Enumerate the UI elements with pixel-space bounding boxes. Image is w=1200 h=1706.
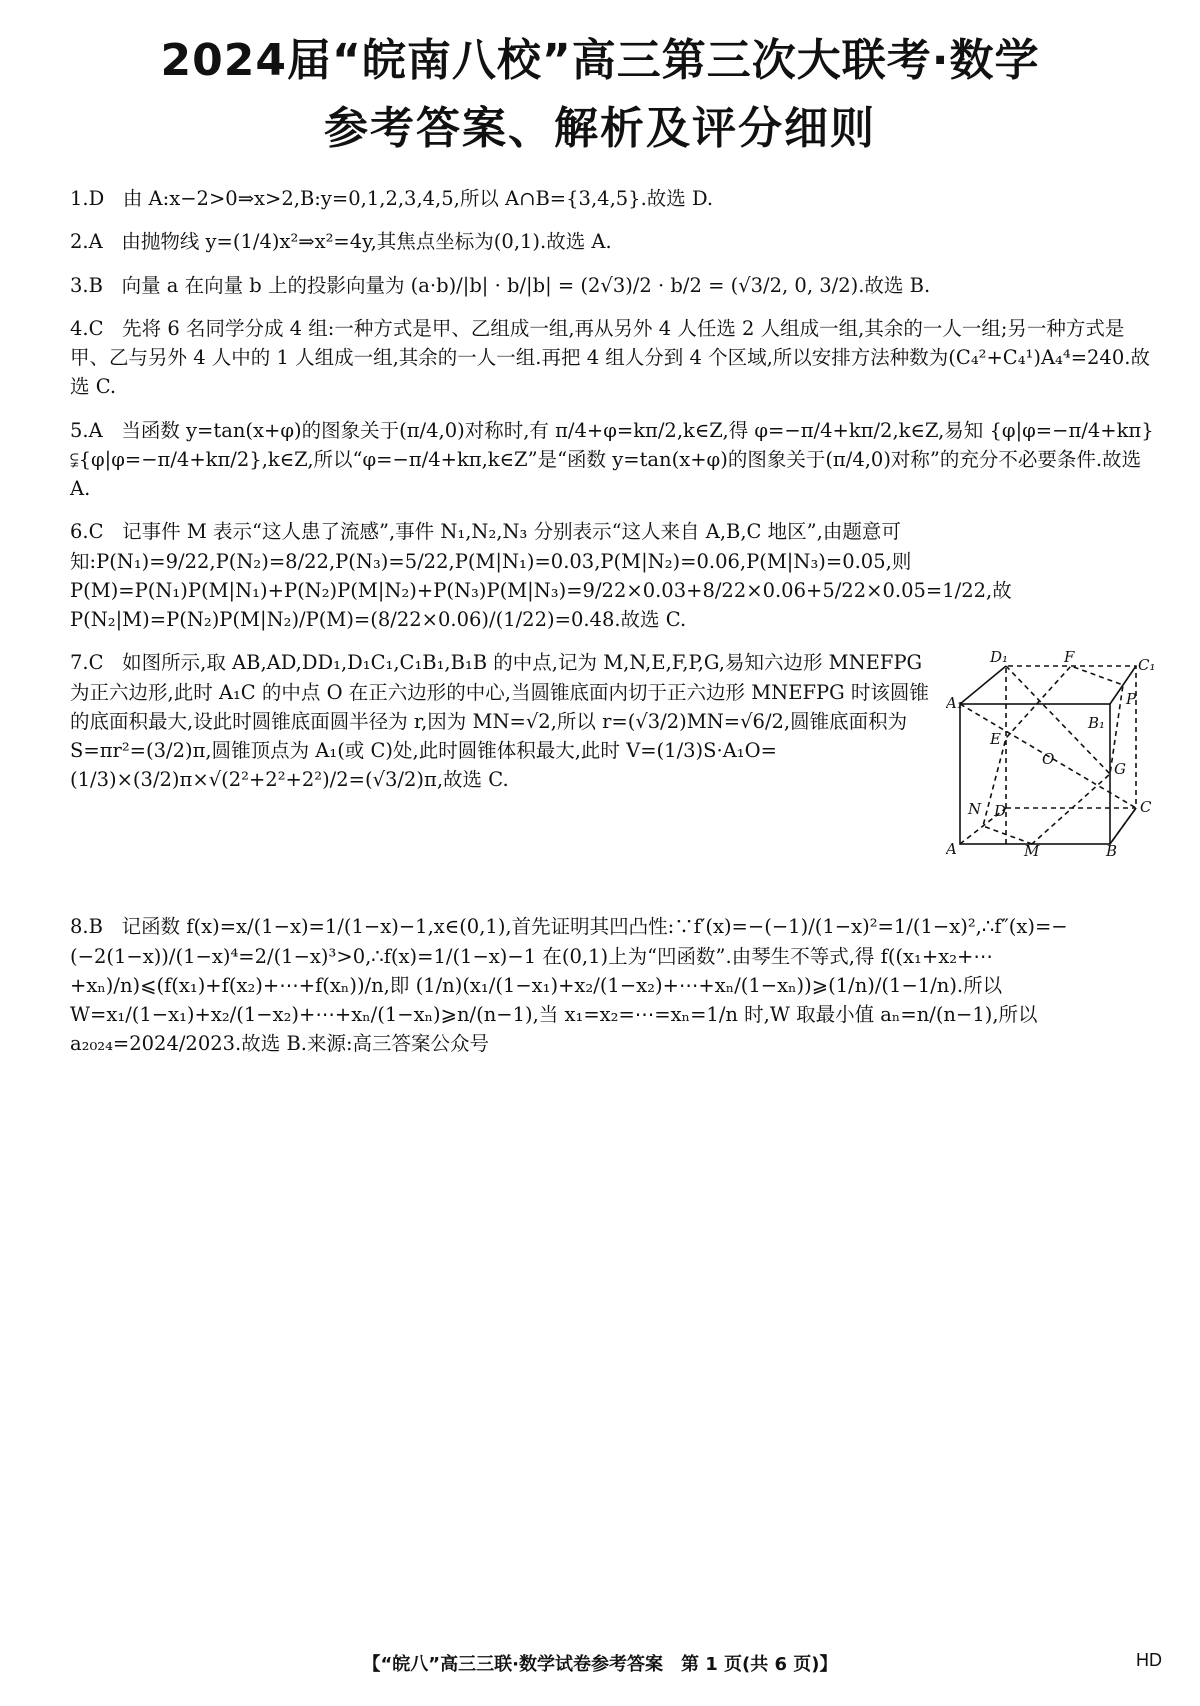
cube-edge-bc — [1110, 808, 1136, 844]
question-solution: 由 A:x−2>0⇒x>2,B:y=0,1,2,3,4,5,所以 A∩B={3,4,5}.故选 D. — [122, 187, 714, 210]
cube-back-edges — [1006, 666, 1136, 844]
cube-diagram — [946, 648, 1160, 858]
question-number: 2. — [70, 230, 89, 254]
label-m: M — [1024, 842, 1040, 859]
question-number: 6. — [70, 520, 89, 544]
question-answer: C — [88, 316, 104, 340]
label-e: E — [990, 730, 1001, 749]
question-number: 3. — [70, 273, 89, 297]
question-5 — [70, 416, 1160, 504]
label-c1: C₁ — [1138, 656, 1156, 675]
question-solution: 向量 a 在向量 b 上的投影向量为 (a·b)/|b| · b/|b| = (2√3)/2 · b/2 = (√3/2, 0, 3/2).故选 B. — [121, 273, 931, 297]
question-solution: 记函数 f(x)=x/(1−x)=1/(1−x)−1,x∈(0,1),首先证明其凹凸性:∵f′(x)=−(−1)/(1−x)²=1/(1−x)²,∴f″(x)=−(−2(1−x))/(1−x)⁴=2/(1−x)³>0,∴f(x)=1/(1−x)−1 在(0,1)上为“凹函数”.由琴生不等式,得 f((x₁+x₂+⋯+xₙ)/n)⩽(f(x₁)+f(x₂)+⋯+f(xₙ))/n,即 (1/n)(x₁/(1−x₁)+x₂/(1−x₂)+⋯+xₙ/(1−xₙ))⩾(1/n)/(1−1/n).所以 W=x₁/(1−x₁)+x₂/(1−x₂)+⋯+xₙ/(1−xₙ)⩾n/(n−1),当 x₁=x₂=⋯=xₙ=1/n 时,W 取最小值 aₙ=n/(n−1),所以 a₂₀₂₄=2024/2023.故选 B.来源:高三答案公众号 — [70, 915, 1068, 1056]
question-answer: A — [88, 230, 103, 254]
question-number: 1. — [70, 187, 89, 210]
question-7 — [70, 648, 1160, 898]
page-footer: 【“皖八”高三三联·数学试卷参考答案 第 1 页(共 6 页)】 — [362, 1654, 838, 1675]
question-solution: 如图所示,取 AB,AD,DD₁,D₁C₁,C₁B₁,B₁B 的中点,记为 M,N,E,F,P,G,易知六边形 MNEFPG 为正六边形,此时 A₁C 的中点 O 在正六边形的中心,当圆锥底面内切于正六边形 MNEFPG 时该圆锥的底面积最大,设此时圆锥底面圆半径为 r,因为 MN=√2,所以 r=(√3/2)MN=√6/2,圆锥底面积为 S=πr²=(3/2)π,圆锥顶点为 A₁(或 C)处,此时圆锥体积最大,此时 V=(1/3)S·A₁O=(1/3)×(3/2)π×√(2²+2²+2²)/2=(√3/2)π,故选 C. — [70, 651, 929, 792]
question-number: 8. — [70, 915, 89, 939]
label-a1: A₁ — [946, 694, 963, 713]
question-2 — [70, 227, 1160, 256]
label-a: A — [946, 840, 957, 859]
cube-figure — [946, 648, 1160, 858]
question-number: 7. — [70, 651, 89, 675]
question-solution: 由抛物线 y=(1/4)x²⇒x²=4y,其焦点坐标为(0,1).故选 A. — [121, 230, 612, 254]
cube-edge-a1d1 — [960, 666, 1006, 704]
question-solution: 先将 6 名同学分成 4 组:一种方式是甲、乙组成一组,再从另外 4 人任选 2 人组成一组,其余的一人一组;另一种方式是甲、乙与另外 4 人中的 1 人组成一组,其余的一人一组.再把 4 组人分到 4 个区域,所以安排方法种数为(C₄²+C₄¹)A₄⁴=240.故选 C. — [70, 316, 1150, 399]
question-solution: 当函数 y=tan(x+φ)的图象关于(π/4,0)对称时,有 π/4+φ=kπ/2,k∈Z,得 φ=−π/4+kπ/2,k∈Z,易知 {φ|φ=−π/4+kπ}⫋{φ|φ=−π/4+kπ/2},k∈Z,所以“φ=−π/4+kπ,k∈Z”是“函数 y=tan(x+φ)的图象关于(π/4,0)对称”的充分不必要条件.故选 A. — [70, 418, 1154, 500]
question-answer: B — [88, 915, 103, 939]
page-subtitle: 参考答案、解析及评分细则 — [324, 103, 876, 154]
question-answer: D — [88, 187, 105, 210]
question-solution: 记事件 M 表示“这人患了流感”,事件 N₁,N₂,N₃ 分别表示“这人来自 A,B,C 地区”,由题意可知:P(N₁)=9/22,P(N₂)=8/22,P(N₃)=5/22,P(M|N₁)=0.03,P(M|N₂)=0.06,P(M|N₃)=0.05,则 P(M)=P(N₁)P(M|N₁)+P(N₂)P(M|N₂)+P(N₃)P(M|N₃)=9/22×0.03+8/22×0.06+5/22×0.05=1/22,故 P(N₂|M)=P(N₂)P(M|N₂)/P(M)=(8/22×0.06)/(1/22)=0.48.故选 C. — [70, 520, 1012, 631]
label-g: G — [1114, 760, 1126, 779]
label-d: D — [994, 802, 1007, 821]
label-o: O — [1042, 750, 1055, 769]
footer-code: HD — [1136, 1650, 1162, 1670]
label-f: F — [1064, 648, 1075, 667]
question-1 — [70, 184, 1160, 213]
question-4 — [70, 314, 1160, 402]
question-3 — [70, 271, 1160, 300]
label-p: P — [1126, 690, 1137, 709]
label-d1: D₁ — [990, 648, 1009, 667]
label-b1: B₁ — [1088, 714, 1106, 733]
label-b: B — [1106, 842, 1118, 859]
page-title: 2024届“皖南八校”高三第三次大联考·数学 — [160, 35, 1040, 86]
question-6 — [70, 517, 1160, 634]
label-c: C — [1140, 798, 1152, 817]
question-answer: C — [88, 520, 104, 544]
question-answer: A — [88, 418, 103, 442]
question-answer: C — [88, 651, 104, 675]
answers-body — [70, 184, 1160, 1073]
question-number: 5. — [70, 418, 89, 442]
label-n: N — [968, 800, 982, 819]
question-number: 4. — [70, 316, 89, 340]
question-8 — [70, 912, 1160, 1058]
question-answer: B — [88, 273, 103, 297]
